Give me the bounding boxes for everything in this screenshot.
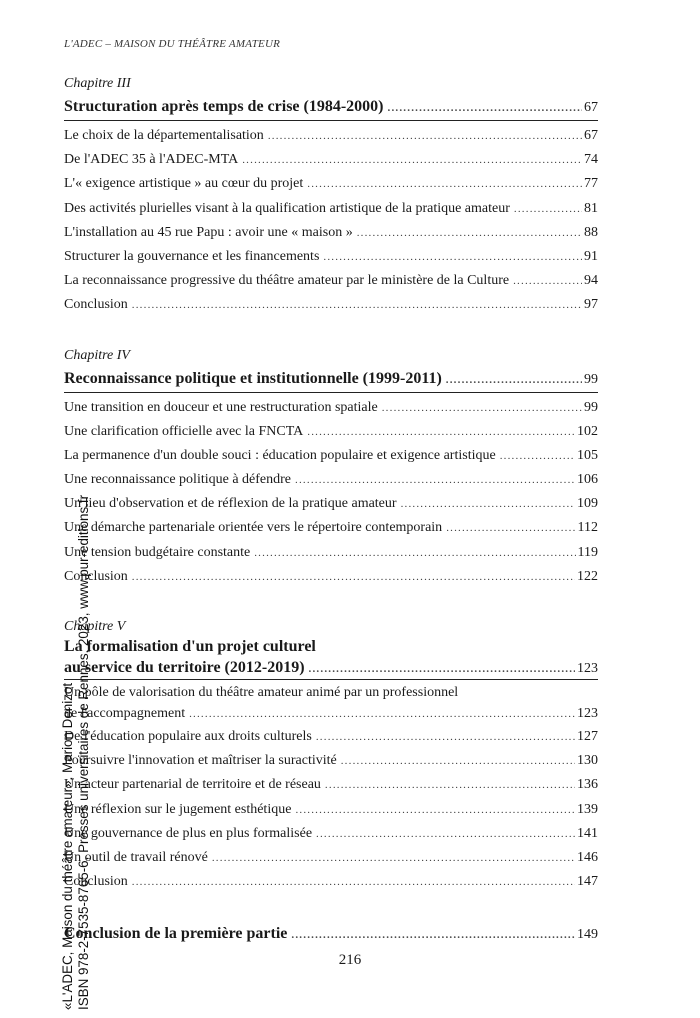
toc-entry[interactable] bbox=[64, 293, 598, 317]
chapter-heading[interactable] bbox=[64, 366, 598, 392]
leader-dots bbox=[212, 846, 575, 870]
chapter-4 bbox=[64, 346, 598, 590]
leader-dots bbox=[132, 565, 575, 589]
side-credit-line2: ISBN 978-2-7535-8765-6, Presses universitaires de Rennes, 2023, www.pur-editions.fr bbox=[76, 494, 91, 1010]
toc-entry-title: L'« exigence artistique » au cœur du projet bbox=[64, 176, 304, 192]
part-conclusion bbox=[64, 922, 598, 946]
toc-entry[interactable] bbox=[64, 922, 598, 946]
page-ref: 67 bbox=[584, 128, 598, 143]
leader-dots bbox=[357, 221, 582, 245]
chapter-label: Chapitre III bbox=[64, 76, 131, 91]
toc-entry-title: Une gouvernance de plus en plus formalisée bbox=[64, 825, 313, 841]
toc-entry-title: La permanence d'un double souci : éducation populaire et exigence artistique bbox=[64, 447, 496, 463]
page-ref: 81 bbox=[584, 200, 598, 216]
toc-entry-title: Une démarche partenariale orientée vers le répertoire contemporain bbox=[64, 520, 443, 536]
side-credit bbox=[60, 495, 92, 1010]
leader-dots bbox=[323, 245, 582, 269]
leader-dots bbox=[388, 95, 583, 121]
toc-entry[interactable] bbox=[64, 468, 598, 492]
page-ref: 123 bbox=[577, 661, 598, 676]
leader-dots bbox=[291, 923, 575, 947]
chapter-5 bbox=[64, 617, 598, 894]
toc-entry-title: Une transition en douceur et une restructuration spatiale bbox=[64, 399, 378, 415]
page-ref: 112 bbox=[577, 520, 598, 536]
leader-dots bbox=[401, 492, 575, 516]
table-of-contents bbox=[64, 70, 598, 947]
toc-entry[interactable] bbox=[64, 516, 598, 540]
page-ref: 102 bbox=[577, 423, 598, 439]
toc-entry-title: Des activités plurielles visant à la qualification artistique de la pratique amateur bbox=[64, 200, 510, 216]
chapter-heading-title: Reconnaissance politique et institutionnelle (1999-2011) bbox=[64, 369, 442, 387]
toc-entry-title: Conclusion bbox=[64, 568, 128, 584]
toc-entry[interactable] bbox=[64, 148, 598, 172]
toc-entry[interactable] bbox=[64, 221, 598, 245]
toc-entry[interactable] bbox=[64, 822, 598, 846]
toc-entry-title: Conclusion bbox=[64, 297, 128, 313]
toc-entry-title: Poursuivre l'innovation et maîtriser la suractivité bbox=[64, 753, 337, 769]
toc-entry-title: Conclusion de la première partie bbox=[64, 925, 288, 943]
leader-dots bbox=[307, 172, 582, 196]
chapter-heading-title: Structuration après temps de crise (1984-2000) bbox=[64, 98, 384, 115]
toc-entry[interactable] bbox=[64, 492, 598, 516]
toc-entry[interactable] bbox=[64, 683, 598, 725]
page-ref: 147 bbox=[577, 874, 598, 890]
chapter-3 bbox=[64, 74, 598, 318]
leader-dots bbox=[382, 396, 582, 420]
toc-entry[interactable] bbox=[64, 725, 598, 749]
page-ref: 99 bbox=[584, 371, 598, 387]
page-ref: 97 bbox=[584, 297, 598, 313]
toc-entry-title: Une reconnaissance politique à défendre bbox=[64, 472, 292, 488]
page-ref: 139 bbox=[577, 801, 598, 817]
toc-entry-title: Une clarification officielle avec la FNCTA bbox=[64, 423, 304, 439]
leader-dots bbox=[325, 773, 575, 797]
page-ref: 94 bbox=[584, 273, 598, 289]
toc-entry[interactable] bbox=[64, 773, 598, 797]
toc-entry[interactable] bbox=[64, 444, 598, 468]
toc-entry-title: Une réflexion sur le jugement esthétique bbox=[64, 801, 292, 817]
page-ref: 119 bbox=[577, 544, 598, 560]
toc-entry-title: L'installation au 45 rue Papu : avoir une « maison » bbox=[64, 224, 353, 240]
toc-entry-title: Structurer la gouvernance et les financements bbox=[64, 248, 320, 264]
page-ref: 146 bbox=[577, 849, 598, 865]
page-ref: 127 bbox=[577, 729, 598, 744]
running-head: L'ADEC – MAISON DU THÉÂTRE AMATEUR bbox=[64, 38, 281, 50]
toc-entry[interactable] bbox=[64, 541, 598, 565]
page-ref: 106 bbox=[577, 472, 598, 488]
page-ref: 99 bbox=[584, 399, 598, 415]
toc-entry[interactable] bbox=[64, 565, 598, 589]
page-number: 216 bbox=[338, 952, 362, 968]
toc-entry-title: Une tension budgétaire constante bbox=[64, 544, 251, 560]
leader-dots bbox=[295, 468, 575, 492]
toc-entry-title: Un acteur partenarial de territoire et de réseau bbox=[64, 777, 321, 793]
toc-entry[interactable] bbox=[64, 846, 598, 870]
chapter-heading[interactable] bbox=[64, 94, 598, 120]
page-ref: 149 bbox=[577, 927, 598, 943]
toc-entry[interactable] bbox=[64, 870, 598, 894]
toc-entry[interactable] bbox=[64, 197, 598, 221]
page-ref: 141 bbox=[577, 825, 598, 841]
leader-dots bbox=[513, 269, 582, 293]
toc-entry-line1: Un pôle de valorisation du théâtre amateur animé par un professionnel bbox=[64, 685, 459, 700]
page-ref: 67 bbox=[584, 100, 598, 115]
toc-entry[interactable] bbox=[64, 172, 598, 196]
leader-dots bbox=[295, 798, 575, 822]
leader-dots bbox=[500, 444, 575, 468]
toc-entry[interactable] bbox=[64, 396, 598, 420]
leader-dots bbox=[268, 124, 582, 148]
page-ref: 122 bbox=[577, 568, 598, 584]
page-ref: 109 bbox=[577, 496, 598, 512]
toc-entry[interactable] bbox=[64, 798, 598, 822]
page-ref: 74 bbox=[584, 152, 598, 168]
leader-dots bbox=[446, 367, 582, 393]
toc-entry[interactable] bbox=[64, 245, 598, 269]
chapter-heading-line2: au service du territoire (2012-2019) bbox=[64, 659, 305, 676]
leader-dots bbox=[307, 420, 575, 444]
leader-dots bbox=[514, 197, 582, 221]
page-ref: 88 bbox=[584, 224, 598, 240]
toc-entry-title: Le choix de la départementalisation bbox=[64, 128, 264, 143]
toc-entry[interactable] bbox=[64, 124, 598, 148]
leader-dots bbox=[132, 293, 582, 317]
page-ref: 77 bbox=[584, 176, 598, 192]
leader-dots bbox=[309, 658, 575, 680]
leader-dots bbox=[132, 870, 575, 894]
toc-entry-title: Un outil de travail rénové bbox=[64, 849, 208, 865]
leader-dots bbox=[242, 148, 582, 172]
leader-dots bbox=[446, 516, 575, 540]
toc-entry-title: De l'ADEC 35 à l'ADEC-MTA bbox=[64, 152, 239, 168]
chapter-heading-line1: La formalisation d'un projet culturel bbox=[64, 638, 316, 655]
side-credit-line1: «L'ADEC, Maison du théâtre amateur», Marion Denizot bbox=[60, 682, 75, 1010]
leader-dots bbox=[254, 541, 575, 565]
toc-entry-title: De l'éducation populaire aux droits culturels bbox=[64, 729, 312, 744]
leader-dots bbox=[189, 703, 575, 725]
toc-entry-line2: de l'accompagnement bbox=[64, 706, 186, 721]
toc-entry[interactable] bbox=[64, 749, 598, 773]
chapter-label: Chapitre V bbox=[64, 619, 126, 634]
chapter-heading[interactable] bbox=[64, 637, 598, 679]
page-ref: 105 bbox=[577, 447, 598, 463]
leader-dots bbox=[316, 725, 575, 749]
toc-entry-title: Un lieu d'observation et de réflexion de la pratique amateur bbox=[64, 496, 397, 512]
toc-entry-title: Conclusion bbox=[64, 874, 128, 890]
toc-entry-title: La reconnaissance progressive du théâtre amateur par le ministère de la Culture bbox=[64, 273, 510, 289]
toc-entry[interactable] bbox=[64, 420, 598, 444]
leader-dots bbox=[316, 822, 575, 846]
leader-dots bbox=[341, 749, 575, 773]
page-ref: 136 bbox=[577, 777, 598, 793]
page-ref: 91 bbox=[584, 248, 598, 264]
page-ref: 123 bbox=[577, 706, 598, 721]
chapter-label: Chapitre IV bbox=[64, 347, 130, 363]
toc-entry[interactable] bbox=[64, 269, 598, 293]
page-ref: 130 bbox=[577, 753, 598, 769]
